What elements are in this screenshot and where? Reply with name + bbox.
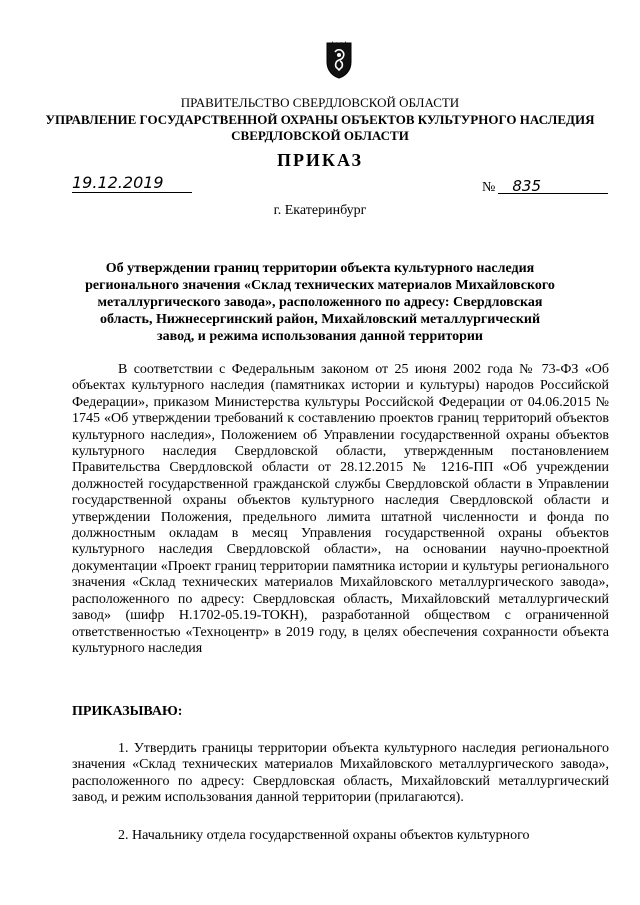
order-number-field <box>482 178 608 196</box>
government-name: ПРАВИТЕЛЬСТВО СВЕРДЛОВСКОЙ ОБЛАСТИ <box>180 95 460 110</box>
department-line-1: УПРАВЛЕНИЕ ГОСУДАРСТВЕННОЙ ОХРАНЫ ОБЪЕКТОВ КУЛЬТУРНОГО НАСЛЕДИЯ <box>45 112 595 127</box>
number-label: № <box>482 180 496 195</box>
document-type-title: ПРИКАЗ <box>276 150 364 170</box>
order-item-2: 2. Начальнику отдела государственной охраны объектов культурного <box>118 828 530 843</box>
order-number: 835 <box>498 178 608 194</box>
department-name <box>0 112 640 144</box>
order-item-1: 1. Утвердить границы территории объекта культурного наследия регионального значения «Склад технических материалов Михайловского металлургического завода», расположенного по адресу: Свердловская область, Михайловский металлургический завод, и режим использования данной территории (прилагаются). <box>72 741 609 806</box>
decree-word: ПРИКАЗЫВАЮ: <box>72 704 183 719</box>
order-subject: Об утверждении границ территории объекта культурного наследия регионального значения «Склад технических материалов Михайловского металлургического завода», расположенного по адресу: Свердловская область, Нижнесергинский район, Михайловский металлургический завод, и режима использования данной территории <box>85 261 555 344</box>
preamble-paragraph: В соответствии с Федеральным законом от 25 июня 2002 года № 73-ФЗ «Об объектах культурного наследия (памятниках истории и культуры) народов Российской Федерации», приказом Министерства культуры Российской Федерации от 04.06.2015 № 1745 «Об утверждении требований к составлению проектов границ территорий объектов культурного наследия», Положением об Управлении государственной охраны объектов культурного наследия Свердловской области, утвержденным постановлением Правительства Свердловской области от 28.12.2015 № 1216-ПП «Об учреждении должностей государственной гражданской службы Свердловской области в Управлении государственной охраны объектов культурного наследия Свердловской области и утверждении Положения, предельного лимита штатной численности и фонда по должностным окладам в месяц Управления государственной охраны объектов культурного наследия Свердловской области», на основании научно-проектной документации «Проект границ территории памятника истории и культуры регионального значения «Склад технических материалов Михайловского металлургического завода», расположенного по адресу: Свердловская область, Михайловский металлургический завод» (шифр Н.1702-05.19-ТОКН), разработанной обществом с ограниченной ответственностью «Техноцентр» в 2019 году, в целях обеспечения сохранности объекта культурного наследия <box>72 362 609 656</box>
coat-of-arms-emblem <box>324 40 354 80</box>
city: г. Екатеринбург <box>273 203 367 218</box>
order-date: 19.12.2019 <box>72 173 192 193</box>
department-line-2: СВЕРДЛОВСКОЙ ОБЛАСТИ <box>231 128 409 143</box>
